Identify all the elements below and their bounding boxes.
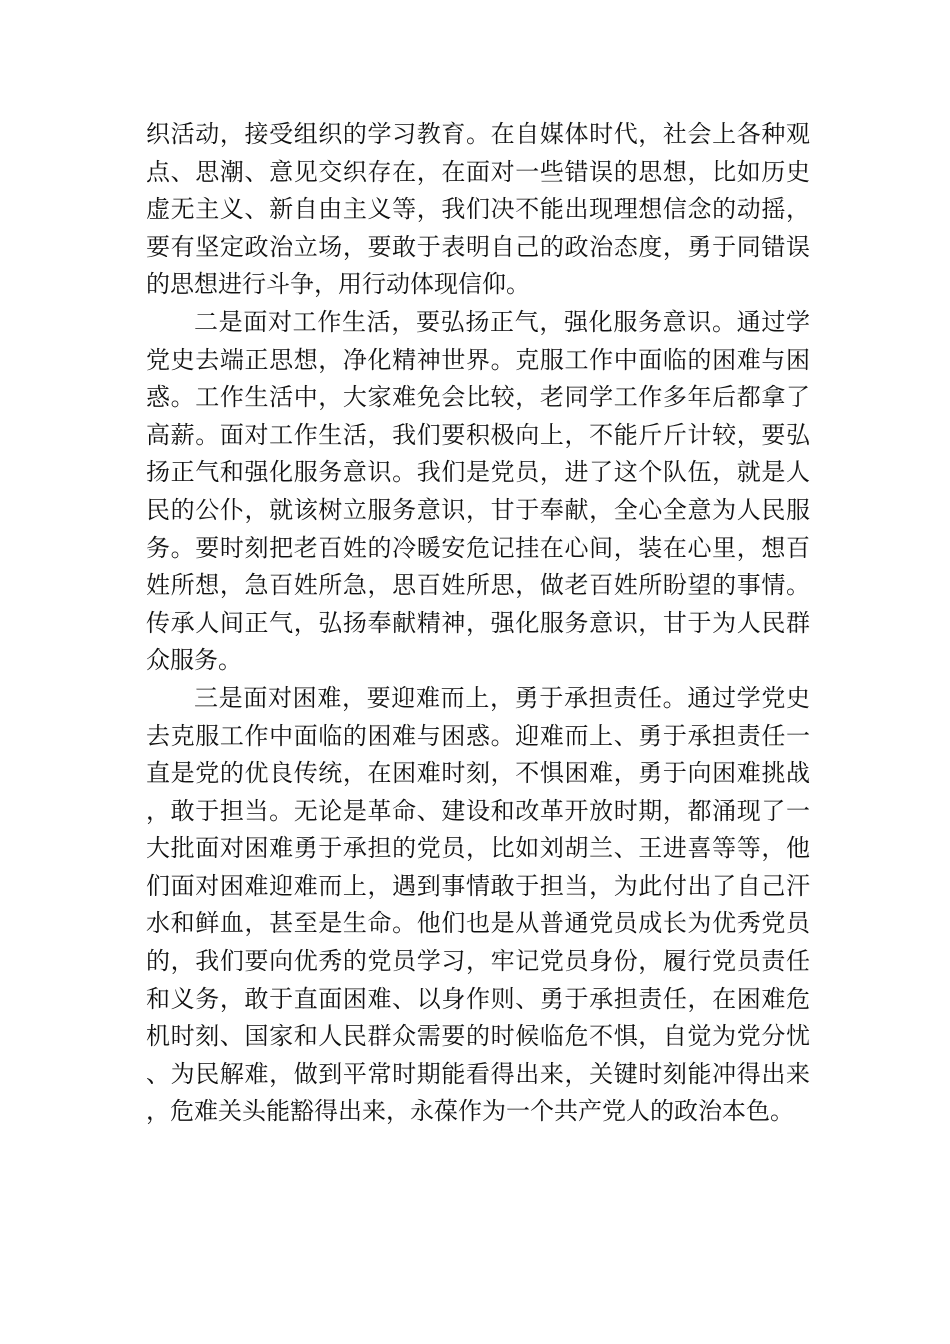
document-body [146, 116, 810, 1131]
paragraph-continuation: 织活动，接受组织的学习教育。在自媒体时代，社会上各种观点、思潮、意见交织存在，在面对一些错误的思想，比如历史虚无主义、新自由主义等，我们决不能出现理想信念的动摇，要有坚定政治立场，要敢于表明自己的政治态度，勇于同错误的思想进行斗争，用行动体现信仰。 [146, 120, 810, 299]
paragraph-point-three: 三是面对困难，要迎难而上，勇于承担责任。通过学党史去克服工作中面临的困难与困惑。迎难而上、勇于承担责任一直是党的优良传统，在困难时刻，不惧困难，勇于向困难挑战，敢于担当。无论是革命、建设和改革开放时期，都涌现了一大批面对困难勇于承担的党员，比如刘胡兰、王进喜等等，他们面对困难迎难而上，遇到事情敢于担当，为此付出了自己汗水和鲜血，甚至是生命。他们也是从普通党员成长为优秀党员的，我们要向优秀的党员学习，牢记党员身份，履行党员责任和义务，敢于直面困难、以身作则、勇于承担责任，在困难危机时刻、国家和人民群众需要的时候临危不惧，自觉为党分忧、为民解难，做到平常时期能看得出来，关键时刻能冲得出来，危难关头能豁得出来，永葆作为一个共产党人的政治本色。 [146, 683, 810, 1126]
paragraph-point-two: 二是面对工作生活，要弘扬正气，强化服务意识。通过学党史去端正思想，净化精神世界。克服工作中面临的困难与困惑。工作生活中，大家难免会比较，老同学工作多年后都拿了高薪。面对工作生活，我们要积极向上，不能斤斤计较，要弘扬正气和强化服务意识。我们是党员，进了这个队伍，就是人民的公仆，就该树立服务意识，甘于奉献，全心全意为人民服务。要时刻把老百姓的冷暖安危记挂在心间，装在心里，想百姓所想，急百姓所急，思百姓所思，做老百姓所盼望的事情。传承人间正气，弘扬奉献精神，强化服务意识，甘于为人民群众服务。 [146, 307, 810, 675]
